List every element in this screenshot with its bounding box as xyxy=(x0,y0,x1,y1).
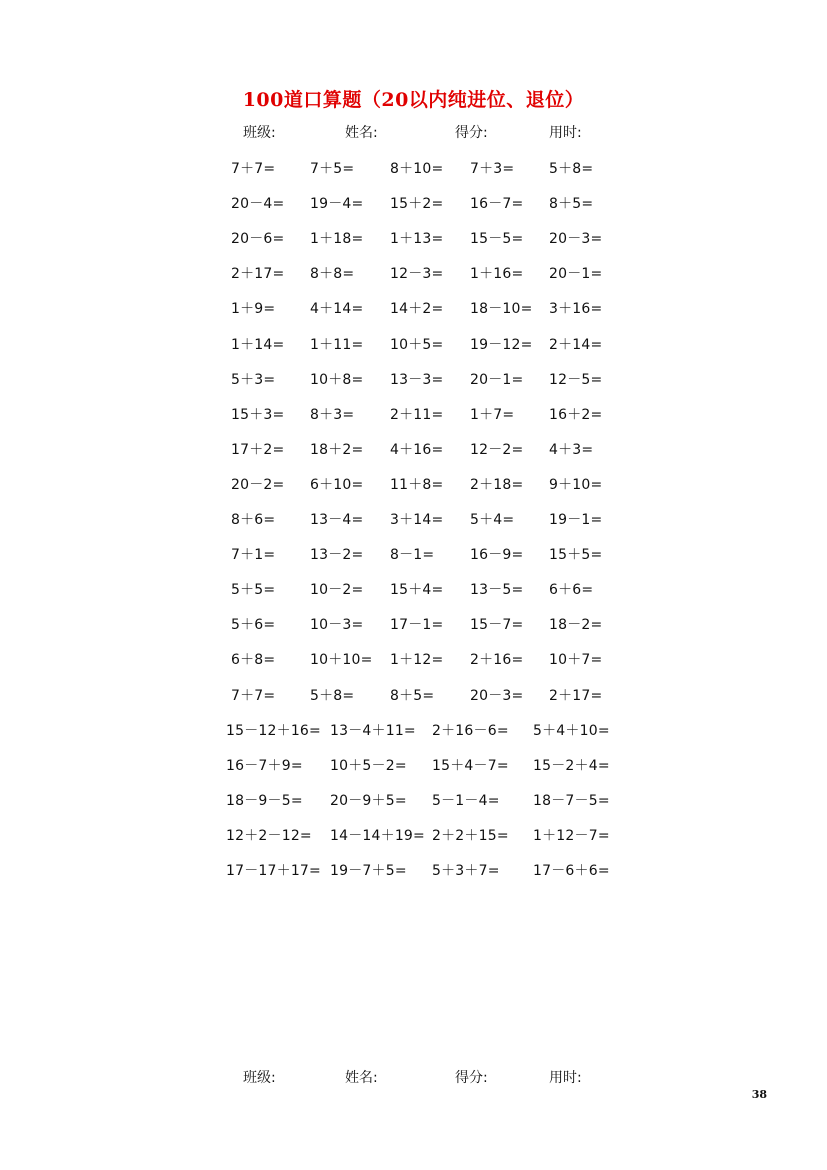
problem-item: 7＋1= xyxy=(231,547,276,564)
problem-item: 17－1= xyxy=(390,617,444,634)
problem-item: 20－1= xyxy=(470,371,524,388)
problem-item: 2＋16= xyxy=(470,652,524,669)
score-label: 得分: xyxy=(455,125,488,141)
problem-item: 1＋11= xyxy=(310,336,364,353)
problem-item: 5－1－4= xyxy=(432,792,500,809)
problem-item: 16－7= xyxy=(470,196,524,213)
score-label: 得分: xyxy=(455,1070,488,1086)
problem-item: 10＋8= xyxy=(310,371,364,388)
problem-item: 15－5= xyxy=(470,231,524,248)
problem-item: 2＋14= xyxy=(549,336,603,353)
problem-item: 17＋2= xyxy=(231,441,285,458)
problem-item: 15＋2= xyxy=(390,196,444,213)
problem-item: 2＋2＋15= xyxy=(432,827,509,844)
problem-item: 20－1= xyxy=(549,266,603,283)
problem-item: 16－7＋9= xyxy=(226,757,303,774)
problem-item: 20－2= xyxy=(231,476,285,493)
problem-item: 10＋5－2= xyxy=(330,757,407,774)
problem-item: 10＋5= xyxy=(390,336,444,353)
problem-item: 18－10= xyxy=(470,301,533,318)
problem-item: 13－5= xyxy=(470,582,524,599)
problem-item: 5＋5= xyxy=(231,582,276,599)
problem-item: 19－1= xyxy=(549,512,603,528)
problem-item: 5＋4＋10= xyxy=(533,722,610,739)
problem-item: 1＋12= xyxy=(390,652,444,669)
problem-item: 18－2= xyxy=(549,617,603,634)
problem-item: 18＋2= xyxy=(310,441,364,458)
problem-item: 15＋3= xyxy=(231,406,285,423)
problem-item: 13－4= xyxy=(310,512,364,528)
problem-item: 12－3= xyxy=(390,266,444,283)
problem-item: 5＋8= xyxy=(310,687,355,704)
problem-item: 20－3= xyxy=(470,687,524,704)
problem-item: 8＋3= xyxy=(310,406,355,423)
problem-item: 10＋7= xyxy=(549,652,603,669)
problem-item: 5＋3＋7= xyxy=(432,863,500,879)
problem-item: 4＋3= xyxy=(549,441,594,458)
problem-item: 8＋6= xyxy=(231,512,276,528)
problem-item: 7＋3= xyxy=(470,161,515,177)
problem-item: 7＋7= xyxy=(231,687,276,704)
problem-item: 20－4= xyxy=(231,196,285,213)
name-label: 姓名: xyxy=(345,1070,378,1086)
problem-item: 8＋10= xyxy=(390,161,444,177)
problem-item: 14－14＋19= xyxy=(330,827,425,844)
problem-item: 20－6= xyxy=(231,231,285,248)
student-info-row-bottom xyxy=(0,1067,827,1087)
time-label: 用时: xyxy=(549,1070,582,1086)
problem-item: 2＋17= xyxy=(549,687,603,704)
problem-item: 4＋14= xyxy=(310,301,364,318)
problem-item: 13－4＋11= xyxy=(330,722,416,739)
problem-item: 6＋8= xyxy=(231,652,276,669)
problem-item: 8＋5= xyxy=(549,196,594,213)
problem-item: 20－3= xyxy=(549,231,603,248)
problem-item: 13－3= xyxy=(390,371,444,388)
problem-item: 10－3= xyxy=(310,617,364,634)
problem-item: 12－5= xyxy=(549,371,603,388)
problem-item: 1＋13= xyxy=(390,231,444,248)
problem-item: 15－2＋4= xyxy=(533,757,610,774)
problem-item: 15＋5= xyxy=(549,547,603,564)
problem-item: 15－12＋16= xyxy=(226,722,321,739)
problem-item: 1＋16= xyxy=(470,266,524,283)
class-label: 班级: xyxy=(243,1070,276,1086)
problem-item: 17－17＋17= xyxy=(226,863,321,879)
name-label: 姓名: xyxy=(345,125,378,141)
problem-item: 18－9－5= xyxy=(226,792,303,809)
problem-item: 15＋4－7= xyxy=(432,757,509,774)
problem-item: 16＋2= xyxy=(549,406,603,423)
problem-item: 16－9= xyxy=(470,547,524,564)
problem-item: 17－6＋6= xyxy=(533,863,610,879)
problem-item: 2＋17= xyxy=(231,266,285,283)
problem-item: 19－12= xyxy=(470,336,533,353)
problem-item: 18－7－5= xyxy=(533,792,610,809)
problem-item: 1＋12－7= xyxy=(533,827,610,844)
problem-item: 2＋16－6= xyxy=(432,722,509,739)
problem-item: 1＋7= xyxy=(470,406,515,423)
page-number: 38 xyxy=(751,1088,767,1101)
problem-item: 5＋6= xyxy=(231,617,276,634)
problem-item: 19－7＋5= xyxy=(330,863,407,879)
problem-item: 6＋6= xyxy=(549,582,594,599)
problem-item: 6＋10= xyxy=(310,476,364,493)
problem-item: 9＋10= xyxy=(549,476,603,493)
problem-item: 5＋4= xyxy=(470,512,515,528)
problem-item: 8＋8= xyxy=(310,266,355,283)
problem-item: 2＋11= xyxy=(390,406,444,423)
problem-item: 12－2= xyxy=(470,441,524,458)
problem-item: 10＋10= xyxy=(310,652,373,669)
problem-item: 12＋2－12= xyxy=(226,827,312,844)
problem-item: 3＋14= xyxy=(390,512,444,528)
problem-item: 1＋9= xyxy=(231,301,276,318)
problem-item: 11＋8= xyxy=(390,476,444,493)
problem-item: 5＋8= xyxy=(549,161,594,177)
problem-item: 8＋5= xyxy=(390,687,435,704)
problem-item: 7＋7= xyxy=(231,161,276,177)
problem-item: 2＋18= xyxy=(470,476,524,493)
problem-item: 5＋3= xyxy=(231,371,276,388)
problem-item: 10－2= xyxy=(310,582,364,599)
problem-item: 1＋14= xyxy=(231,336,285,353)
problem-item: 1＋18= xyxy=(310,231,364,248)
time-label: 用时: xyxy=(549,125,582,141)
problem-item: 20－9＋5= xyxy=(330,792,407,809)
problem-item: 19－4= xyxy=(310,196,364,213)
problem-item: 14＋2= xyxy=(390,301,444,318)
problem-item: 13－2= xyxy=(310,547,364,564)
class-label: 班级: xyxy=(243,125,276,141)
problem-item: 4＋16= xyxy=(390,441,444,458)
problem-item: 7＋5= xyxy=(310,161,355,177)
worksheet-title: 100道口算题（20以内纯进位、退位） xyxy=(242,89,585,111)
problem-item: 15－7= xyxy=(470,617,524,634)
problem-item: 3＋16= xyxy=(549,301,603,318)
problem-item: 15＋4= xyxy=(390,582,444,599)
problem-item: 8－1= xyxy=(390,547,435,564)
